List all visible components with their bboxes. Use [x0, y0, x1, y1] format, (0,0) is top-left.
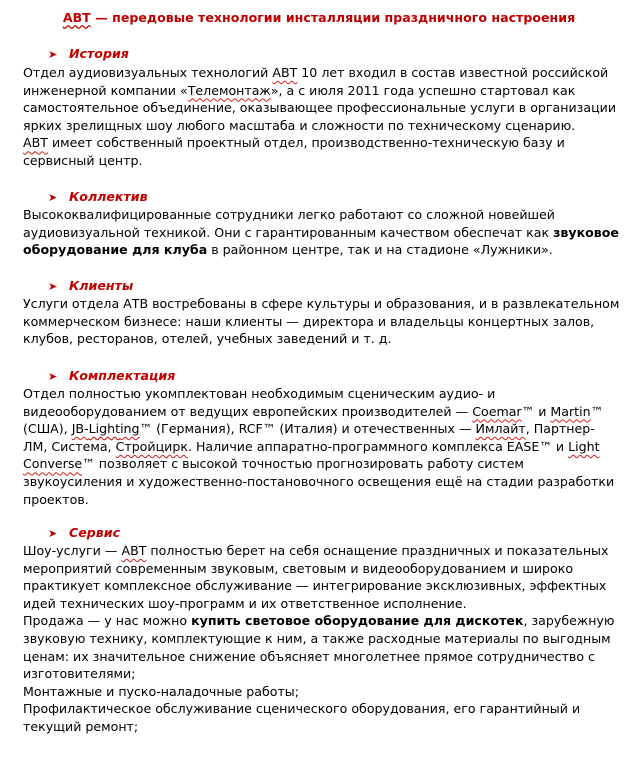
text-line: коммерческом бизнесе: наши клиенты — директора и владельцы концертных залов,: [23, 313, 595, 329]
title-abbr: АВТ: [62, 10, 91, 25]
arrow-bullet-icon: ➤: [48, 280, 58, 293]
title-text: — передовые технологии инсталляции праздничного настроения: [90, 10, 576, 25]
text-line: ценам: их значительное снижение объясняет многолетнее прямое сотрудничество с: [23, 648, 595, 664]
text-line: [23, 241, 618, 259]
section-body-service: [23, 542, 618, 736]
text-fragment: Продажа — у нас можно: [23, 613, 192, 629]
section-body-clients: [23, 295, 618, 348]
text-line: инженерной компании «Телемонтаж», а с июля 2011 года успешно стартовал как: [23, 82, 576, 98]
text-line: Отдел аудиовизуальных технологий АВТ 10 лет входил в состав известной российской: [23, 65, 609, 80]
heading-label: Сервис: [69, 525, 121, 540]
text-line: проектов.: [23, 491, 89, 507]
text-line: [23, 612, 618, 630]
text-line: Профилактическое обслуживание сценического оборудования, его гарантийный и: [23, 701, 581, 717]
text-line: идей технических шоу-программ и их ответственное исполнение.: [23, 595, 467, 611]
text-fragment: в районном центре, так и на стадионе «Лужники».: [207, 242, 553, 258]
arrow-bullet-icon: ➤: [48, 191, 58, 204]
link-keyword-disco-lighting[interactable]: купить световое оборудование для дискотек: [191, 613, 524, 629]
text-line: текущий ремонт;: [23, 718, 139, 734]
text-line: Шоу-услуги — АВТ полностью берет на себя оснащение праздничных и показательных: [23, 543, 609, 558]
heading-label: История: [69, 46, 129, 61]
text-line: Монтажные и пуско-наладочные работы;: [23, 683, 299, 699]
section-heading-clients: [48, 277, 133, 296]
text-line: [23, 224, 618, 242]
text-line: практикует комплексное обслуживание — интегрирование эксклюзивных, эффектных: [23, 578, 607, 594]
text-line: Услуги отдела АТВ востребованы в сфере культуры и образования, и в развлекательном: [23, 296, 620, 311]
heading-label: Комплектация: [69, 368, 176, 383]
text-line: самостоятельное объединение, оказывающее профессиональные услуги в организации: [23, 100, 617, 116]
text-fragment: аудиовизуальной техникой. Они с гарантированным качеством обеспечат как: [23, 224, 554, 240]
text-line: Converse™ позволяет с высокой точностью прогнозировать работу систем: [23, 456, 524, 472]
section-heading-equipment: [48, 367, 175, 386]
heading-label: Клиенты: [69, 278, 134, 293]
link-keyword-sound[interactable]: звуковое: [553, 224, 619, 240]
text-line: мероприятий современным звуковым, световым и видеооборудованием и широко: [23, 560, 574, 576]
section-body-equipment: [23, 385, 618, 508]
text-line: (США), JB-Lighting™ (Германия), RCF™ (Италия) и отечественных — Имлайт, Партнер-: [23, 421, 595, 437]
text-line: изготовителями;: [23, 666, 136, 682]
text-line: звуковую технику, комплектующие к ним, а также расходные материалы по выгодным: [23, 630, 611, 646]
link-keyword-club[interactable]: оборудование для клуба: [23, 242, 208, 258]
document-title: [0, 9, 638, 27]
text-line: видеооборудованием от ведущих европейских производителей — Coemar™ и Martin™: [23, 403, 604, 419]
section-heading-history: [48, 45, 129, 64]
text-line: клубов, ресторанов, отелей, учебных заведений и т. д.: [23, 331, 392, 347]
text-line: АВТ имеет собственный проектный отдел, производственно-техническую базу и: [23, 135, 565, 151]
text-line: ярких зрелищных шоу любого масштаба и сложности по техническому сценарию.: [23, 117, 576, 133]
arrow-bullet-icon: ➤: [48, 48, 58, 61]
section-body-team: [23, 206, 618, 259]
heading-label: Коллектив: [69, 189, 148, 204]
text-line: сервисный центр.: [23, 152, 143, 168]
text-line: звукоусиления и художественно-постановочного освещения ещё на стадии разработки: [23, 473, 615, 489]
text-line: Отдел полностью укомплектован необходимым сценическим аудио- и: [23, 386, 496, 401]
text-fragment: , зарубежную: [523, 613, 615, 629]
arrow-bullet-icon: ➤: [48, 527, 58, 540]
text-line: Высококвалифицированные сотрудники легко работают со сложной новейшей: [23, 207, 555, 222]
text-line: ЛМ, Система, Стройцирк. Наличие аппаратно-программного комплекса EASE™ и Light: [23, 438, 600, 454]
section-heading-service: [48, 524, 120, 543]
section-heading-team: [48, 188, 148, 207]
arrow-bullet-icon: ➤: [48, 370, 58, 383]
section-body-history: [23, 64, 618, 170]
